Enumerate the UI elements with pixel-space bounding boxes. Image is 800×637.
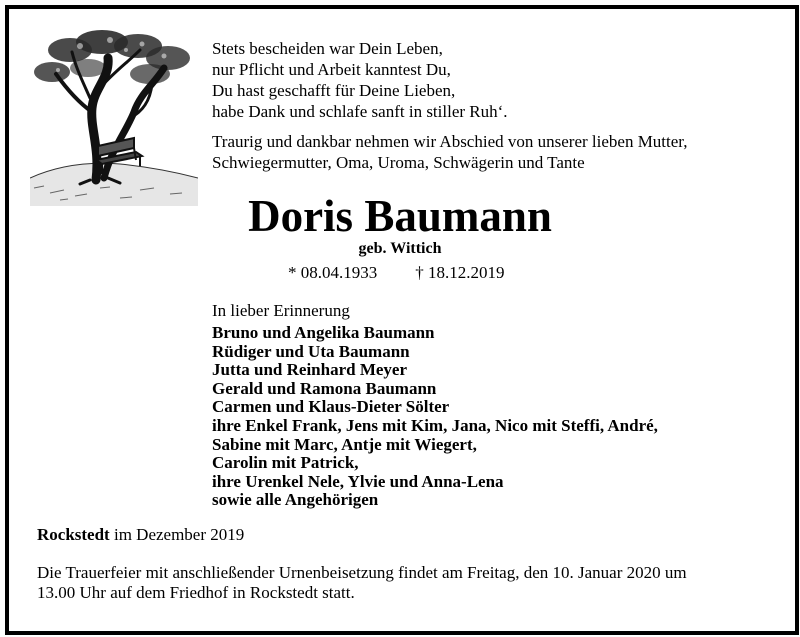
poem-line: Du hast geschafft für Deine Lieben, <box>212 81 456 100</box>
place-and-date <box>37 525 244 545</box>
intro-line: Traurig und dankbar nehmen wir Abschied von unserer lieben Mutter, <box>212 132 688 151</box>
place-town: Rockstedt <box>37 525 110 544</box>
mourner-line: Jutta und Reinhard Meyer <box>212 360 408 380</box>
birth-date: * 08.04.1933 <box>288 263 378 282</box>
poem <box>212 38 508 122</box>
funeral-service-info <box>37 563 757 603</box>
mourner-line: ihre Urenkel Nele, Ylvie und Anna-Lena <box>212 471 504 491</box>
poem-line: habe Dank und schlafe sanft in stiller Ruh‘. <box>212 102 508 121</box>
mourner-line: Rüdiger und Uta Baumann <box>212 341 410 361</box>
place-date: im Dezember 2019 <box>109 525 245 544</box>
poem-line: Stets bescheiden war Dein Leben, <box>212 39 443 58</box>
life-dates <box>288 263 505 283</box>
memory-label: In lieber Erinnerung <box>212 301 350 320</box>
intro-line: Schwiegermutter, Oma, Uroma, Schwägerin und Tante <box>212 153 585 172</box>
mourner-line: Carolin mit Patrick, <box>212 453 359 473</box>
farewell-intro <box>212 131 688 173</box>
mourner-line: Bruno und Angelika Baumann <box>212 323 435 342</box>
service-line: Die Trauerfeier mit anschließender Urnenbeisetzung findet am Freitag, den 10. Januar 2020 um <box>37 563 687 582</box>
mourner-line: sowie alle Angehörigen <box>212 490 379 510</box>
deceased-name: Doris Baumann <box>248 191 552 241</box>
mourner-line: Sabine mit Marc, Antje mit Wiegert, <box>212 434 477 454</box>
poem-line: nur Pflicht und Arbeit kanntest Du, <box>212 60 451 79</box>
mourner-line: ihre Enkel Frank, Jens mit Kim, Jana, Nico mit Steffi, André, <box>212 415 658 435</box>
service-line: 13.00 Uhr auf dem Friedhof in Rockstedt statt. <box>37 583 355 602</box>
death-date: † 18.12.2019 <box>415 263 505 282</box>
birth-name: geb. Wittich <box>358 240 442 257</box>
mourner-line: Carmen und Klaus-Dieter Sölter <box>212 397 450 417</box>
mourners-list <box>212 324 658 510</box>
tree-and-bench-icon <box>30 28 198 206</box>
mourner-line: Gerald und Ramona Baumann <box>212 378 437 398</box>
